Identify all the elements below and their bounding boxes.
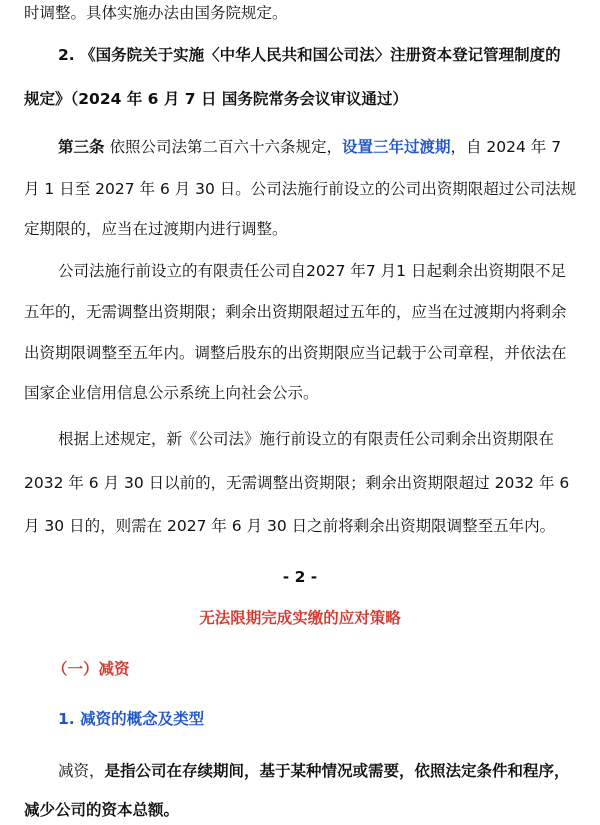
- text-fragment: 减少公司的资本总额。: [24, 801, 180, 819]
- paragraph-2-line4: [24, 382, 319, 404]
- text-fragment: 月 30 日的，则需在 2027 年 6 月 30 日之前将剩余出资期限调整至五年内。: [24, 517, 556, 535]
- paragraph-1-line3: [24, 218, 288, 240]
- subheading: [58, 708, 204, 730]
- heading-2-line1: [58, 44, 561, 66]
- heading-text: 规定》（2024 年 6 月 7 日 国务院常务会议审议通过）: [24, 90, 408, 108]
- section-title: [0, 607, 600, 629]
- highlight-text: 设置三年过渡期: [341, 138, 451, 156]
- paragraph-1-line2: [24, 178, 576, 200]
- text-fragment: 根据上述规定，新《公司法》施行前设立的有限责任公司剩余出资期限在: [58, 430, 555, 448]
- text-fragment: 国家企业信用信息公示系统上向社会公示。: [24, 384, 319, 402]
- text-fragment: 减资，: [58, 762, 105, 780]
- section-title-text: 无法限期完成实缴的应对策略: [199, 609, 401, 627]
- subsection-text: （一）减资: [52, 660, 130, 678]
- subheading-text: 1. 减资的概念及类型: [58, 710, 205, 728]
- paragraph-3-line3: [24, 515, 555, 537]
- text-fragment: 定期限的，应当在过渡期内进行调整。: [24, 220, 288, 238]
- paragraph-3-line2: [24, 472, 569, 494]
- text-fragment: 依照公司法第二百六十六条规定，: [104, 138, 342, 156]
- paragraph-2-line2: [24, 301, 567, 323]
- text-fragment: ，自 2024 年 7: [450, 138, 562, 156]
- subsection-heading: [52, 658, 130, 680]
- paragraph-4-line1: [58, 760, 570, 782]
- heading-text: 2. 《国务院关于实施〈中华人民共和国公司法〉注册资本登记管理制度的: [58, 46, 561, 64]
- bold-text: 是指公司在存续期间，基于某种情况或需要，依照法定条件和程序，: [104, 762, 570, 780]
- text-fragment: 月 1 日至 2027 年 6 月 30 日。公司法施行前设立的公司出资期限超过公司法规: [24, 180, 577, 198]
- text-fragment: 出资期限调整至五年内。调整后股东的出资期限应当记载于公司章程，并依法在: [24, 344, 567, 362]
- paragraph-2-line3: [24, 342, 567, 364]
- heading-2-line2: [24, 88, 408, 110]
- article-label: 第三条: [58, 138, 105, 156]
- page-number-text: - 2 -: [282, 568, 318, 586]
- paragraph-4-line2: [24, 799, 179, 821]
- text-fragment: 时调整。具体实施办法由国务院规定。: [24, 4, 288, 22]
- text-fragment: 2032 年 6 月 30 日以前的，无需调整出资期限；剩余出资期限超过 2032 年 6: [24, 474, 570, 492]
- text-fragment: 五年的，无需调整出资期限；剩余出资期限超过五年的，应当在过渡期内将剩余: [24, 303, 567, 321]
- text-fragment: 公司法施行前设立的有限责任公司自2027 年7 月1 日起剩余出资期限不足: [58, 262, 566, 280]
- text-line: [24, 2, 288, 24]
- paragraph-3-line1: [58, 428, 554, 450]
- paragraph-1-line1: [58, 136, 561, 158]
- paragraph-2-line1: [58, 260, 566, 282]
- page-number: [0, 566, 600, 588]
